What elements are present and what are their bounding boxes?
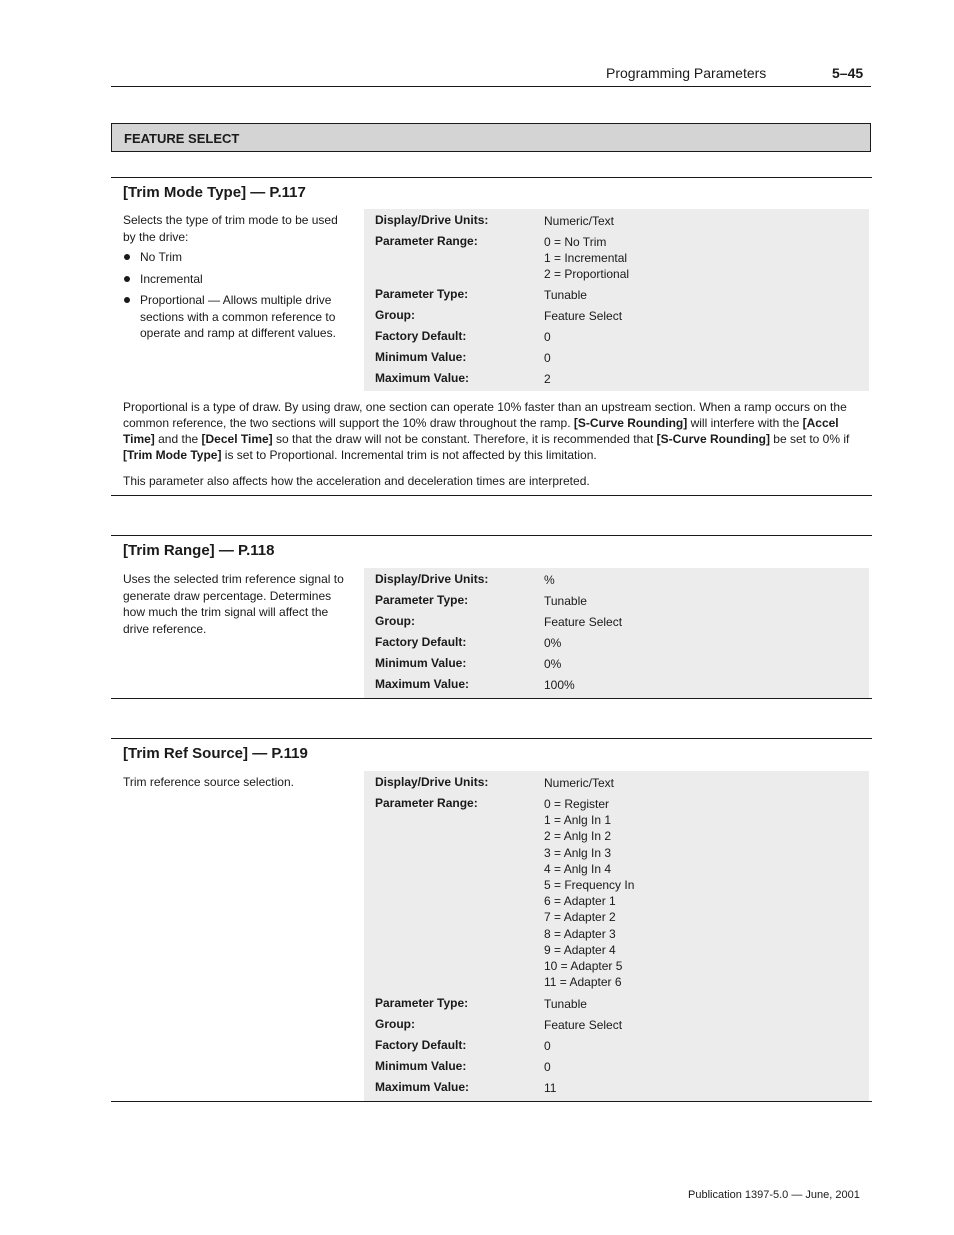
range-option: 0 = Register xyxy=(544,797,610,811)
range-option: 11 = Adapter 6 xyxy=(544,975,622,990)
param-label: Group: xyxy=(375,614,415,628)
note-param-ref: [S-Curve Rounding] xyxy=(656,432,770,446)
section-top-rule xyxy=(111,738,872,739)
section-description: Uses the selected trim reference signal to generate draw percentage. Determines how much the trim signal will affect the drive reference. xyxy=(123,572,344,636)
range-option: 1 = Anlg In 1 xyxy=(544,813,612,828)
range-option: 3 = Anlg In 3 xyxy=(544,845,612,860)
param-label: Parameter Type: xyxy=(375,996,469,1010)
param-label: Group: xyxy=(375,1017,415,1031)
param-value: 0 xyxy=(544,351,551,365)
range-option: 9 = Adapter 4 xyxy=(544,942,616,957)
param-label: Parameter Range: xyxy=(375,796,478,810)
page-number: 5–45 xyxy=(832,65,864,81)
param-value: Numeric/Text xyxy=(544,214,615,228)
explanatory-note-2: This parameter also affects how the acceleration and deceleration times are interpreted. xyxy=(123,474,590,488)
note-text: will interfere with the xyxy=(687,416,803,430)
param-value: 0% xyxy=(544,636,562,650)
note-param-ref: [Decel Time] xyxy=(201,432,273,446)
param-value: Numeric/Text xyxy=(544,776,615,790)
param-range-values xyxy=(544,234,629,283)
param-value: Tunable xyxy=(544,288,587,302)
param-value: 0% xyxy=(544,657,562,671)
param-value: 0 xyxy=(544,1039,551,1053)
param-section-trim-range xyxy=(111,535,872,701)
param-value: 2 xyxy=(544,372,551,386)
param-label: Display/Drive Units: xyxy=(375,213,489,227)
param-label: Minimum Value: xyxy=(375,1059,467,1073)
list-item xyxy=(123,249,351,266)
param-value: 11 xyxy=(544,1081,557,1095)
note-param-ref: [S-Curve Rounding] xyxy=(573,416,688,430)
bullet-text: Proportional — Allows multiple drive sections with a common reference to operate and ramp at different values. xyxy=(140,293,336,340)
param-label: Maximum Value: xyxy=(375,677,470,691)
publication-footer: Publication 1397-5.0 — June, 2001 xyxy=(688,1189,860,1201)
range-option: 8 = Adapter 3 xyxy=(544,926,616,941)
section-description: Selects the type of trim mode to be used by the drive: xyxy=(123,213,338,244)
note-text: is set to Proportional. Incremental trim is not affected by this limitation. xyxy=(221,448,597,462)
range-option: 10 = Adapter 5 xyxy=(544,959,623,974)
range-option: 5 = Frequency In xyxy=(544,878,635,893)
range-option: 6 = Adapter 1 xyxy=(544,894,616,909)
section-description: Trim reference source selection. xyxy=(123,775,294,789)
param-range-values xyxy=(544,796,634,990)
range-option: 2 = Anlg In 2 xyxy=(544,829,612,844)
param-label: Minimum Value: xyxy=(375,350,467,364)
note-param-ref: [Trim Mode Type] xyxy=(123,448,222,462)
param-label: Maximum Value: xyxy=(375,1080,470,1094)
range-option: 1 = Incremental xyxy=(544,251,628,266)
bullet-text: No Trim xyxy=(140,250,182,264)
bullet-icon xyxy=(124,254,130,260)
range-option: 0 = No Trim xyxy=(544,235,607,249)
section-description-block xyxy=(123,212,351,347)
note-text: Proportional is a type of draw. By using draw, one section can operate 10% faster than an upstream section. When a ramp occurs on the common reference, the two sections will support the 10% draw throughout the ramp. xyxy=(123,400,847,430)
list-item xyxy=(123,271,351,288)
section-title: [Trim Mode Type] — P.117 xyxy=(123,184,306,201)
section-bottom-rule xyxy=(111,1101,872,1102)
param-label: Maximum Value: xyxy=(375,371,470,385)
parameter-panel xyxy=(364,209,869,391)
note-text: so that the draw will not be constant. Therefore, it is recommended that xyxy=(272,432,657,446)
section-title: [Trim Range] — P.118 xyxy=(123,542,275,559)
note-text: be set to 0% if xyxy=(769,432,850,446)
param-label: Factory Default: xyxy=(375,1038,467,1052)
param-label: Group: xyxy=(375,308,415,322)
range-option: 7 = Adapter 2 xyxy=(544,910,616,925)
section-bottom-rule xyxy=(111,495,872,496)
param-value: Tunable xyxy=(544,594,587,608)
header-rule xyxy=(111,86,871,87)
param-label: Factory Default: xyxy=(375,635,467,649)
running-header-title: Programming Parameters xyxy=(606,65,767,81)
list-item xyxy=(123,292,351,342)
note-text: and the xyxy=(154,432,202,446)
param-label: Parameter Type: xyxy=(375,287,469,301)
param-label: Display/Drive Units: xyxy=(375,775,489,789)
bullet-list xyxy=(123,249,351,342)
param-value: Tunable xyxy=(544,997,587,1011)
bullet-text: Incremental xyxy=(140,271,203,286)
section-title: [Trim Ref Source] — P.119 xyxy=(123,745,308,762)
param-label: Factory Default: xyxy=(375,329,467,343)
param-value: 100% xyxy=(544,678,575,692)
section-bottom-rule xyxy=(111,698,872,699)
param-label: Parameter Range: xyxy=(375,234,478,248)
feature-select-banner xyxy=(111,123,871,152)
param-label: Minimum Value: xyxy=(375,656,467,670)
feature-select-label: FEATURE SELECT xyxy=(124,131,240,146)
param-section-trim-ref-source xyxy=(111,738,872,1104)
range-option: 2 = Proportional xyxy=(544,267,630,282)
bullet-icon xyxy=(124,297,130,303)
bullet-icon xyxy=(124,276,130,282)
param-value: Feature Select xyxy=(544,1018,623,1032)
param-value: Feature Select xyxy=(544,309,623,323)
param-value: Feature Select xyxy=(544,615,623,629)
param-section-trim-mode-type xyxy=(111,177,872,497)
range-option: 4 = Anlg In 4 xyxy=(544,861,612,876)
parameter-panel xyxy=(364,568,869,698)
explanatory-note xyxy=(123,399,863,463)
param-label: Display/Drive Units: xyxy=(375,572,489,586)
section-top-rule xyxy=(111,177,872,178)
param-value: 0 xyxy=(544,1060,551,1074)
param-label: Parameter Type: xyxy=(375,593,469,607)
section-top-rule xyxy=(111,535,872,536)
param-value: 0 xyxy=(544,330,551,344)
param-value: % xyxy=(544,573,555,587)
parameter-panel xyxy=(364,771,869,1101)
note-param-ref: [Accel Time] xyxy=(123,416,839,446)
